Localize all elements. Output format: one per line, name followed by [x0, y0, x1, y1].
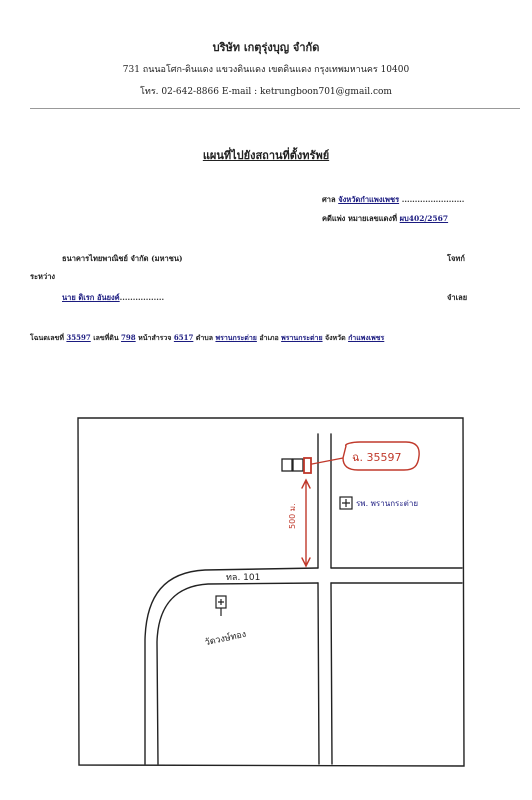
- case-label: คดีแพ่ง หมายเลขแดงที่: [322, 214, 398, 223]
- court-value: จังหวัดกำแพงเพชร: [338, 195, 400, 204]
- main-road-right-lower: [331, 583, 332, 764]
- land-no: 798: [121, 333, 136, 342]
- court-label: ศาล: [322, 195, 336, 204]
- hospital-label-text: รพ. พรานกระต่าย: [356, 499, 418, 508]
- company-contact: โทร. 02-642-8866 E-mail : ketrungboon701@gmail.com: [140, 87, 392, 97]
- deed-no: 35597: [66, 333, 91, 342]
- plaintiff-name: ธนาคารไทยพาณิชย์ จำกัด (มหาชน): [62, 254, 183, 263]
- highway-bottom-edge: [157, 583, 318, 764]
- land-label: เลขที่ดิน: [93, 333, 119, 342]
- case-value: ผบ402/2567: [399, 214, 449, 223]
- survey-no: 6517: [173, 333, 194, 342]
- survey-label: หน้าสำรวจ: [138, 333, 172, 342]
- defendant-name: นาย ดิเรก อันยงค์: [62, 293, 120, 302]
- deed-label: โฉนดเลขที่: [30, 333, 64, 342]
- company-name: บริษัท เกตุรุ่งบุญ จำกัด: [212, 41, 320, 54]
- road-label-text: ทล. 101: [226, 573, 261, 583]
- between-label: ระหว่าง: [30, 272, 56, 281]
- distance-arrow: [302, 480, 310, 566]
- house-icon: [282, 459, 303, 471]
- hospital-icon: [340, 497, 352, 509]
- company-address: 731 ถนนอโศก-ดินแดง แขวงดินแดง เขตดินแดง กรุงเทพมหานคร 10400: [122, 65, 410, 75]
- distance-label-text: 500 ม.: [288, 503, 297, 529]
- school-icon: [216, 596, 226, 616]
- plot-marker: [304, 458, 311, 473]
- tambon-value: พรานกระต่าย: [215, 333, 257, 342]
- plaintiff-role: โจทก์: [447, 254, 465, 263]
- court-dots: ........................: [401, 195, 465, 204]
- province-label: จังหวัด: [325, 333, 346, 342]
- defendant-dots: .................: [119, 293, 165, 302]
- main-road-left-lower: [318, 583, 319, 764]
- plot-label-pointer: [312, 458, 343, 464]
- page-title: แผนที่ไปยังสถานที่ตั้งทรัพย์: [202, 149, 330, 162]
- amphoe-value: พรานกระต่าย: [281, 333, 323, 342]
- highway-top-edge: [145, 568, 318, 764]
- amphoe-label: อำเภอ: [259, 333, 279, 342]
- tambon-label: ตำบล: [195, 333, 214, 342]
- province-value: กำแพงเพชร: [348, 333, 385, 342]
- school-label-text: วัดวงษ์ทอง: [203, 629, 248, 649]
- defendant-role: จำเลย: [447, 293, 468, 302]
- plot-label-text: ฉ. 35597: [352, 451, 402, 464]
